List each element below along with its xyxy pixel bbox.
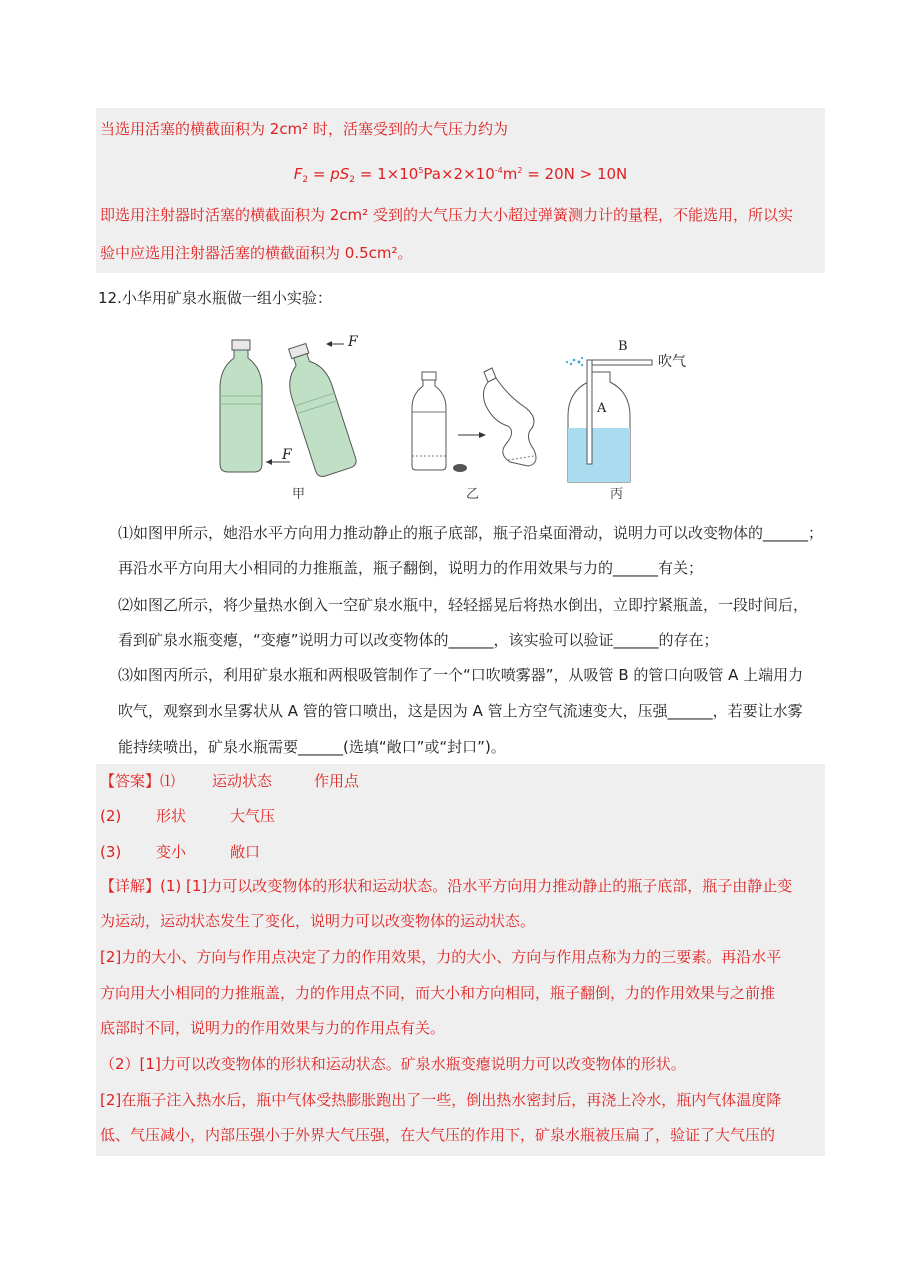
formula-F: F <box>293 165 303 183</box>
blow-label: 吹气 <box>658 354 686 370</box>
question-part1-line2: 再沿水平方向用大小相同的力推瓶盖，瓶子翻倒，说明力的作用效果与力的______有关； <box>118 559 704 577</box>
solution-continuation-block <box>96 108 825 273</box>
tube-label-A: A <box>597 401 607 416</box>
bottle-empty-yi <box>412 372 446 470</box>
detail-line-5: 底部时不同，说明力的作用效果与力的作用点有关。 <box>100 1019 446 1037</box>
force-label-bottom: F <box>282 447 292 463</box>
detail-line-8: 低、气压减小，内部压强小于外界大气压强，在大气压的作用下，矿泉水瓶被压扁了，验证了大气压的 <box>100 1126 776 1144</box>
question-part2-line1: ⑵如图乙所示，将少量热水倒入一空矿泉水瓶中，轻轻摇晃后将热水倒出，立即拧紧瓶盖，一段时间后， <box>118 596 809 614</box>
bottle-cap-yi <box>453 464 467 472</box>
solution-line-2: 即选用注射器时活塞的横截面积为 2cm² 受到的大气压力大小超过弹簧测力计的量程，不能选用，所以实 <box>100 206 793 224</box>
question-part1-line1: ⑴如图甲所示，她沿水平方向用力推动静止的瓶子底部，瓶子沿桌面滑动，说明力可以改变物体的______； <box>118 524 824 542</box>
label-jia: 甲 <box>292 487 306 502</box>
answer-row1-value1: 运动状态 <box>212 772 273 790</box>
label-bing: 丙 <box>610 487 624 502</box>
force-label-cap: F <box>348 334 358 350</box>
solution-line-1: 当选用活塞的横截面积为 2cm² 时，活塞受到的大气压力约为 <box>100 120 508 138</box>
bottle-crushed-yi <box>483 368 536 466</box>
experiment-figure <box>210 332 710 502</box>
answer-row3-label: (3) <box>100 843 122 861</box>
answer-row3-value1: 变小 <box>156 843 187 861</box>
detail-line-4: 方向用大小相同的力推瓶盖，力的作用点不同，而大小和方向相同，瓶子翻倒，力的作用效果与之前推 <box>100 984 776 1002</box>
detail-line-1: 【详解】(1) [1]力可以改变物体的形状和运动状态。沿水平方向用力推动静止的瓶子底部，瓶子由静止变 <box>100 877 793 895</box>
answer-block <box>96 764 825 1156</box>
sprayer-bottle-bing <box>566 357 652 482</box>
answer-row1-value2: 作用点 <box>314 772 360 790</box>
answer-row1-label: 【答案】⑴ <box>100 772 176 790</box>
answer-row2-value2: 大气压 <box>230 807 276 825</box>
label-yi: 乙 <box>466 487 480 502</box>
solution-line-3: 验中应选用注射器活塞的横截面积为 0.5cm²。 <box>100 244 413 262</box>
question-part3-line1: ⑶如图丙所示，利用矿泉水瓶和两根吸管制作了一个“口吹喷雾器”，从吸管 B 的管口向吸管 A 上端用力 <box>118 666 804 684</box>
detail-line-7: [2]在瓶子注入热水后，瓶中气体受热膨胀跑出了一些，倒出热水密封后，再浇上冷水，瓶内气体温度降 <box>100 1091 782 1109</box>
answer-row3-value2: 敞口 <box>230 843 261 861</box>
detail-line-2: 为运动，运动状态发生了变化，说明力可以改变物体的运动状态。 <box>100 912 536 930</box>
question-part3-line2: 吹气，观察到水呈雾状从 A 管的管口喷出，这是因为 A 管上方空气流速变大，压强______，若要让水雾 <box>118 702 803 720</box>
tube-label-B: B <box>618 339 628 354</box>
question-part3-line3: 能持续喷出，矿泉水瓶需要______(选填“敞口”或“封口”)。 <box>118 738 506 756</box>
bottle-upright-jia <box>220 340 262 472</box>
detail-line-6: （2）[1]力可以改变物体的形状和运动状态。矿泉水瓶变瘪说明力可以改变物体的形状。 <box>100 1055 686 1073</box>
question-title: 12.小华用矿泉水瓶做一组小实验： <box>98 289 332 307</box>
answer-row2-label: (2) <box>100 807 122 825</box>
answer-row2-value1: 形状 <box>156 807 187 825</box>
detail-line-3: [2]力的大小、方向与作用点决定了力的作用效果，力的大小、方向与作用点称为力的三要素。再沿水平 <box>100 948 782 966</box>
pressure-formula: $F_2 = pS_2 = 1\times 10^5Pa\times 2\times 10^{-4}m^2 = 20N > 10N$ <box>293 165 628 185</box>
question-part2-line2: 看到矿泉水瓶变瘪，“变瘪”说明力可以改变物体的______，该实验可以验证______的存在； <box>118 631 719 649</box>
